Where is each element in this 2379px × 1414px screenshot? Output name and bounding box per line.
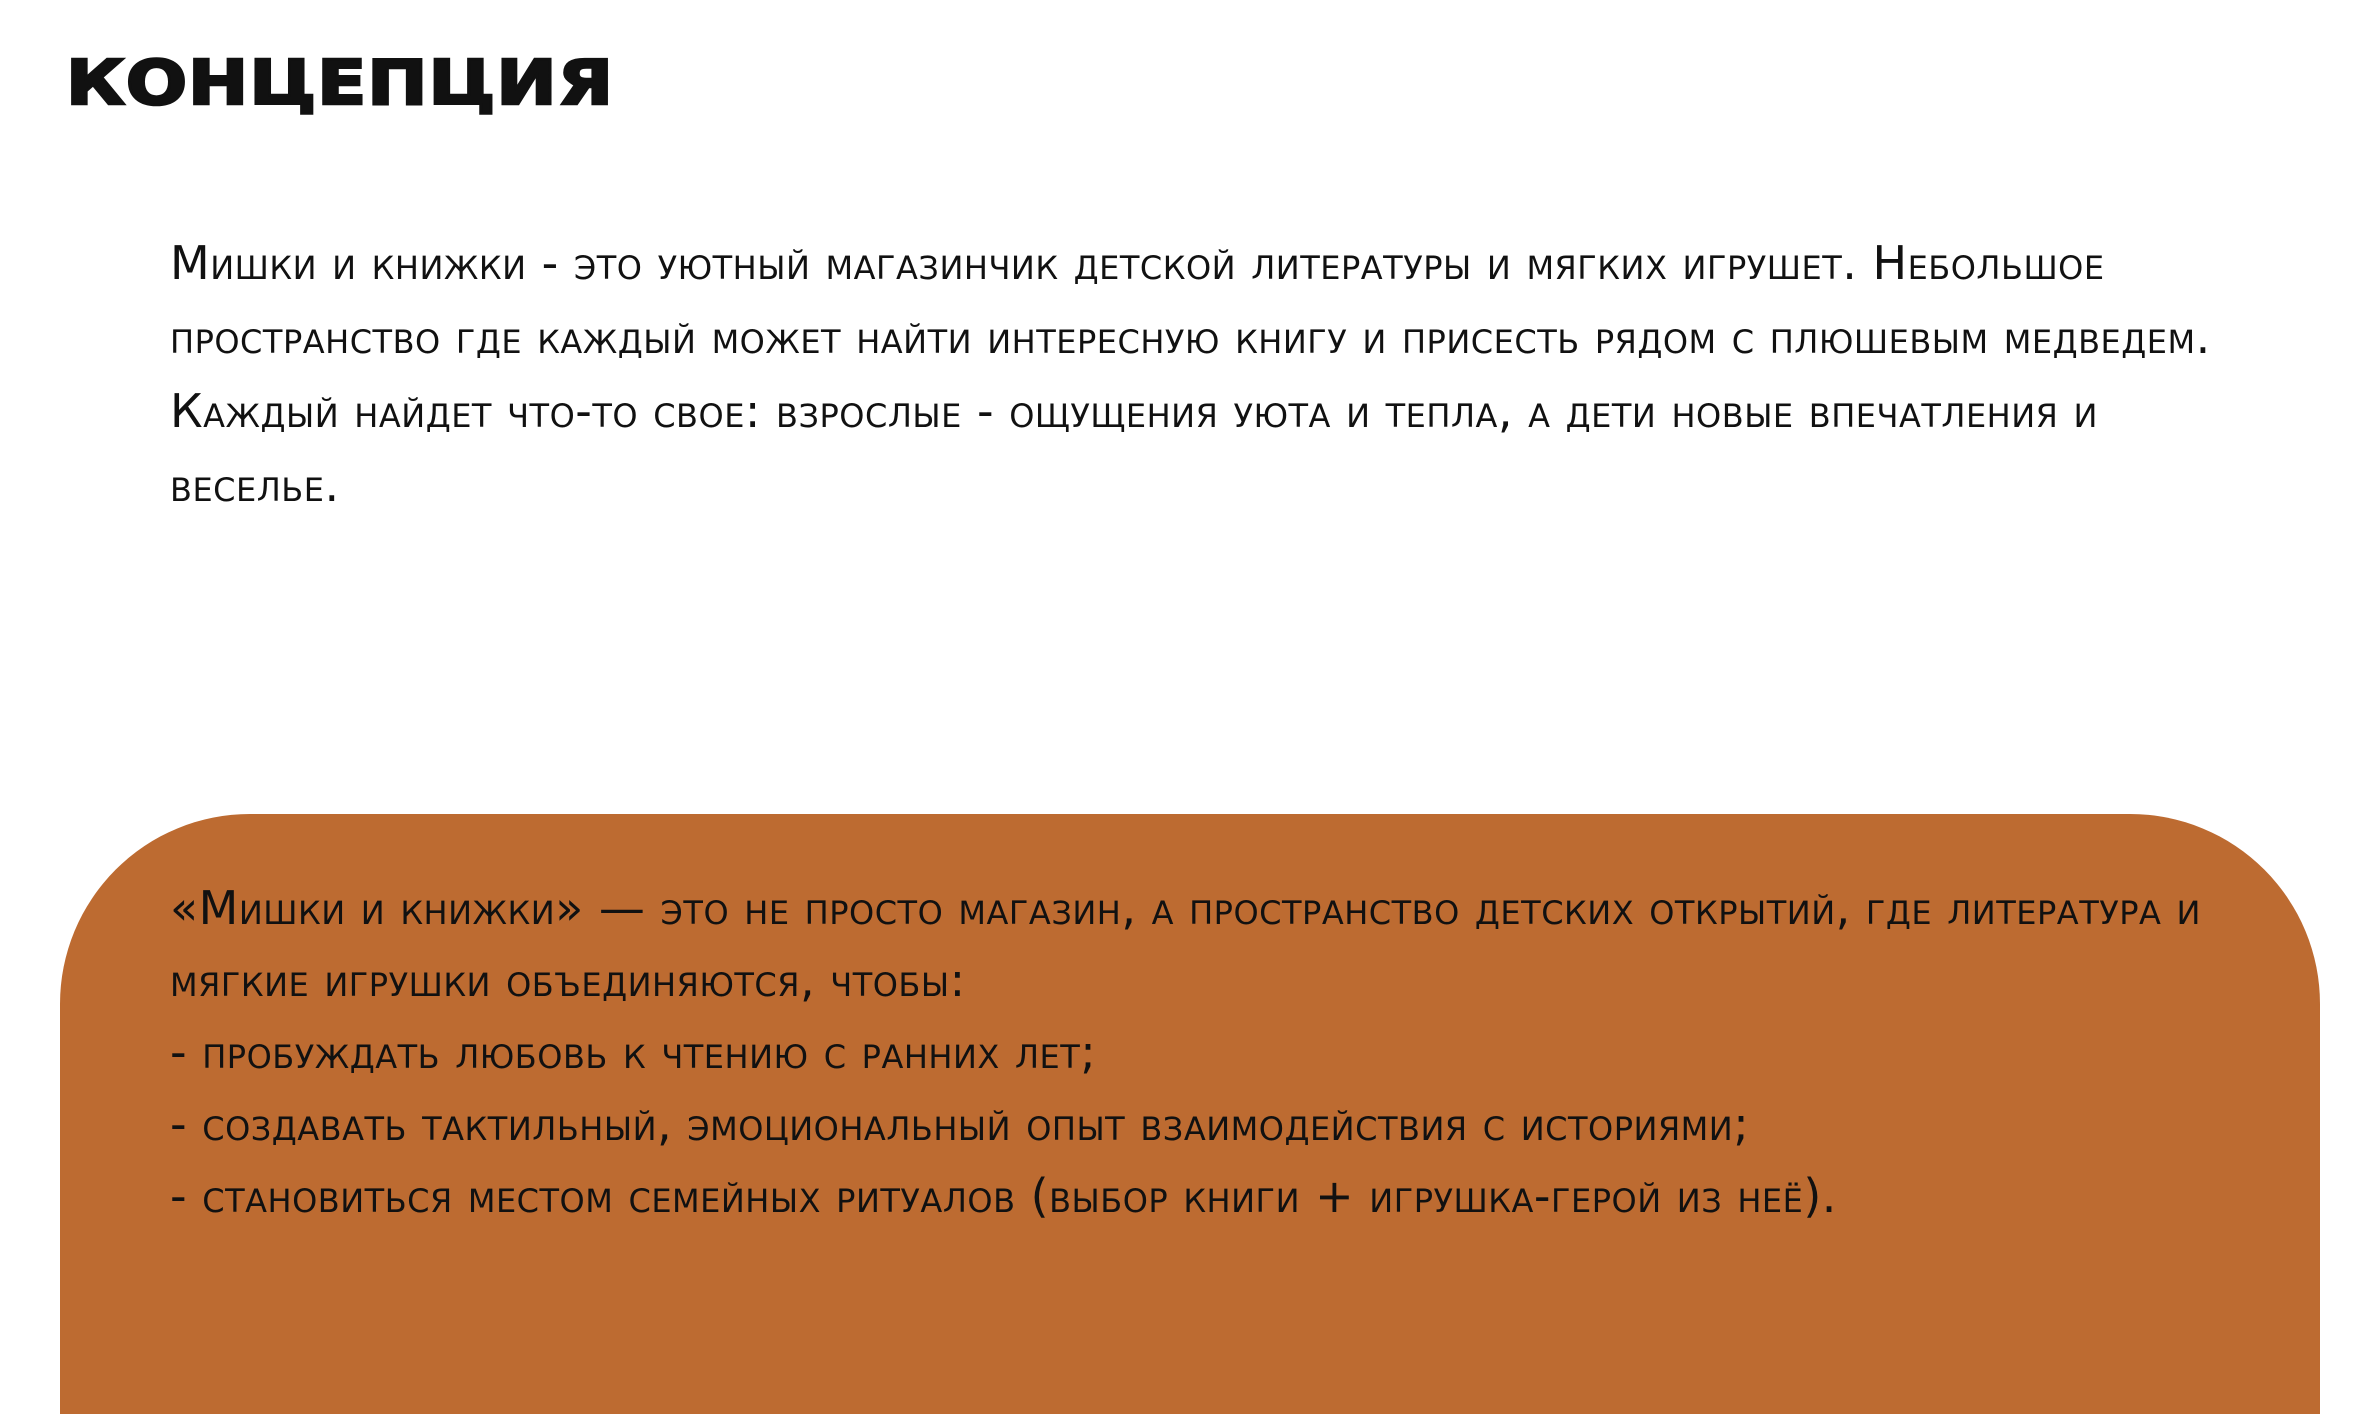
- concept-item: - создавать тактильный, эмоциональный опыт взаимодействия с историями;: [170, 1097, 1750, 1151]
- concept-lead: «Мишки и книжки» — это не просто магазин, а пространство детских открытий, где литература и мягкие игрушки объединяются, чтобы:: [170, 881, 2201, 1007]
- page-title: КОНЦЕПЦИЯ: [66, 46, 615, 119]
- concept-item: - становиться местом семейных ритуалов (выбор книги + игрушка-герой из неё).: [170, 1169, 1837, 1223]
- intro-paragraph: Мишки и книжки - это уютный магазинчик детской литературы и мягких игрушет. Небольшое пространство где каждый может найти интересную книгу и присесть рядом с плюшевым медведем. Каждый найдет что-то свое: взрослые - ощущения уюта и тепла, а дети новые впечатления и веселье.: [170, 236, 2211, 512]
- concept-text: [170, 872, 2240, 1232]
- concept-item: - пробуждать любовь к чтению с ранних лет;: [170, 1025, 1097, 1079]
